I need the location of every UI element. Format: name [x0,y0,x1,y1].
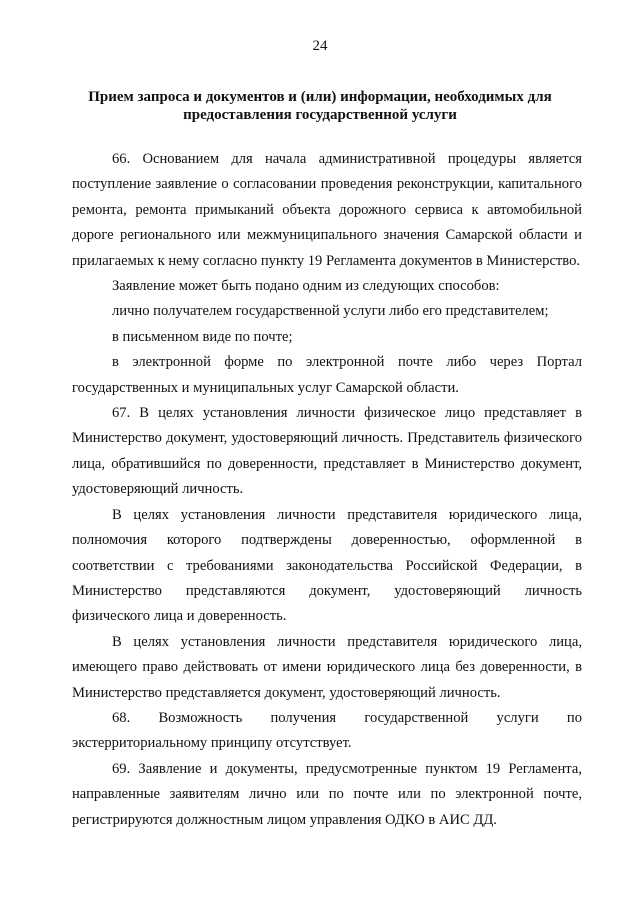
paragraph-method-electronic: в электронной форме по электронной почте либо через Портал государственных и муниципальных услуг Самарской области. [72,354,582,396]
body-text [72,147,582,833]
section-heading [80,88,560,124]
paragraph-66: 66. Основанием для начала административной процедуры является поступление заявление о согласовании проведения реконструкции, капитального ремонта, ремонта примыканий объекта дорожного сервиса к автомобильной дороге регионального или межмуниципального значения Самарской области и прилагаемых к нему согласно пункту 19 Регламента документов в Министерство. [72,151,582,269]
section-heading-line-2: предоставления государственной услуги [183,107,457,123]
paragraph-69: 69. Заявление и документы, предусмотренные пунктом 19 Регламента, направленные заявителям лично или по почте или по электронной почте, регистрируются должностным лицом управления ОДКО в АИС ДД. [72,760,582,828]
paragraph-legal-entity-representative: В целях установления личности представителя юридического лица, полномочия которого подтверждены доверенностью, оформленной в соответствии с требованиями законодательства Российской Федерации, в Министерство представляются документ, удостоверяющий личность физического лица и доверенность. [72,506,582,625]
paragraph-submission-methods: Заявление может быть подано одним из следующих способов: [112,278,500,295]
paragraph-68: 68. Возможность получения государственной услуги по экстерриториальному принципу отсутствует. [72,709,582,752]
page-number: 24 [312,38,328,54]
paragraph-method-by-mail: в письменном виде по почте; [112,328,293,345]
paragraph-method-in-person: лично получателем государственной услуги либо его представителем; [112,303,549,320]
paragraph-legal-entity-without-proxy: В целях установления личности представителя юридического лица, имеющего право действовать от имени юридического лица без доверенности, в Министерство представляется документ, удостоверяющий личность. [72,633,582,701]
paragraph-67: 67. В целях установления личности физическое лицо представляет в Министерство документ, удостоверяющий личность. Представитель физического лица, обратившийся по доверенности, представляет в Министерство документ, удостоверяющий личность. [72,405,582,498]
section-heading-line-1: Прием запроса и документов и (или) информации, необходимых для [88,89,552,105]
